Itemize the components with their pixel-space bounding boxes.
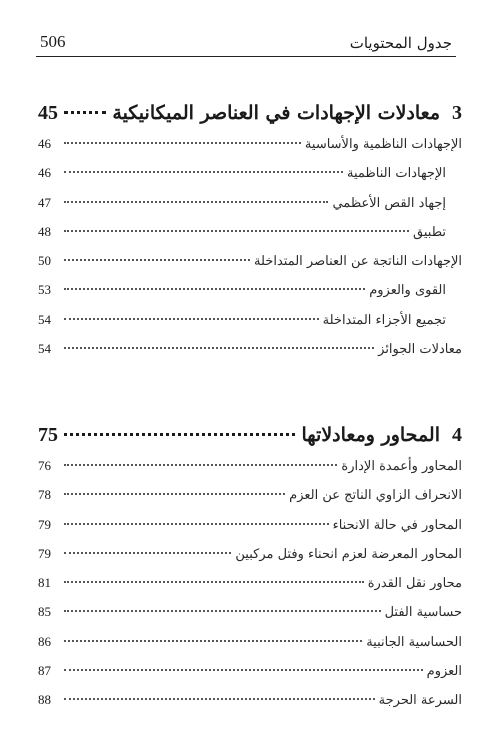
entry-page-number: 86 xyxy=(38,633,51,649)
entry-page-number: 46 xyxy=(38,136,51,151)
toc-entry[interactable] xyxy=(38,282,462,311)
entry-title: الإجهادات الناظمية والأساسية xyxy=(304,137,462,152)
toc-entry[interactable] xyxy=(38,224,462,253)
entry-page-number: 46 xyxy=(38,165,51,181)
entry-title: محاور نقل القدرة xyxy=(367,576,462,592)
entry-title: القوى والعزوم xyxy=(369,283,446,299)
toc-entry[interactable] xyxy=(38,341,462,370)
chapter-heading[interactable] xyxy=(38,102,462,136)
chapter-heading[interactable] xyxy=(38,424,462,458)
entry-title: تطبيق xyxy=(413,224,446,240)
toc-entry[interactable] xyxy=(38,253,462,282)
dot-leader xyxy=(64,523,329,525)
entry-page-number: 76 xyxy=(38,458,51,473)
chapter-number: 3 xyxy=(452,102,462,124)
toc-list xyxy=(38,458,462,722)
toc-entry[interactable] xyxy=(38,458,462,487)
entry-title: معادلات الجوائز xyxy=(378,342,462,358)
dot-leader xyxy=(64,698,375,700)
dot-leader xyxy=(64,259,250,261)
entry-page-number: 79 xyxy=(38,545,51,561)
chapter-page-number: 75 xyxy=(38,424,58,446)
chapter-page-number: 45 xyxy=(38,102,58,124)
chapter-3-section xyxy=(38,102,462,370)
toc-entry[interactable] xyxy=(38,312,462,341)
entry-page-number: 48 xyxy=(38,223,51,239)
toc-entry[interactable] xyxy=(38,663,462,692)
dot-leader xyxy=(64,610,381,612)
dot-leader xyxy=(64,171,343,173)
dot-leader xyxy=(64,142,301,144)
entry-page-number: 78 xyxy=(38,487,51,503)
entry-page-number: 81 xyxy=(38,575,51,591)
entry-title: الانحراف الزاوي الناتج عن العزم xyxy=(289,488,462,504)
dot-leader xyxy=(64,288,365,290)
entry-title: المحاور المعرضة لعزم انحناء وفتل مركبين xyxy=(235,546,462,562)
page-number: 506 xyxy=(40,32,66,51)
entry-page-number: 50 xyxy=(38,253,51,269)
running-head: جدول المحتويات xyxy=(349,34,452,52)
dot-leader xyxy=(64,581,364,583)
dot-leader xyxy=(64,669,423,671)
entry-page-number: 54 xyxy=(38,341,51,357)
entry-page-number: 87 xyxy=(38,663,51,679)
entry-title: إجهاد القص الأعظمي xyxy=(332,195,446,211)
toc-entry[interactable] xyxy=(38,487,462,516)
toc-list xyxy=(38,136,462,370)
dot-leader xyxy=(64,464,337,466)
entry-title: السرعة الحرجة xyxy=(378,693,462,709)
toc-entry[interactable] xyxy=(38,604,462,633)
toc-entry[interactable] xyxy=(38,634,462,663)
dot-leader xyxy=(64,201,328,203)
toc-entry[interactable] xyxy=(38,195,462,224)
entry-page-number: 47 xyxy=(38,194,51,210)
toc-entry[interactable] xyxy=(38,692,462,721)
dot-leader xyxy=(64,347,374,349)
toc-entry[interactable] xyxy=(38,165,462,194)
entry-title: حساسية الفتل xyxy=(384,605,462,621)
chapter-number: 4 xyxy=(452,424,462,446)
dot-leader xyxy=(64,433,295,436)
chapter-4-section xyxy=(38,424,462,722)
dot-leader xyxy=(64,230,409,232)
entry-title: المحاور وأعمدة الإدارة xyxy=(341,459,462,474)
entry-page-number: 53 xyxy=(38,282,51,298)
entry-page-number: 88 xyxy=(38,692,51,708)
entry-title: العزوم xyxy=(426,664,462,680)
entry-title: الإجهادات الناظمية xyxy=(347,166,446,182)
entry-title: تجميع الأجزاء المتداخلة xyxy=(322,312,446,328)
entry-page-number: 79 xyxy=(38,516,51,532)
entry-title: الإجهادات الناتجة عن العناصر المتداخلة xyxy=(254,254,462,270)
toc-entry[interactable] xyxy=(38,136,462,165)
toc-entry[interactable] xyxy=(38,546,462,575)
chapter-title: معادلات الإجهادات في العناصر الميكانيكية xyxy=(112,102,440,124)
entry-title: المحاور في حالة الانحناء xyxy=(332,517,462,533)
entry-title: الحساسية الجانبية xyxy=(366,634,462,650)
entry-page-number: 85 xyxy=(38,604,51,620)
dot-leader xyxy=(64,552,231,554)
dot-leader xyxy=(64,493,285,495)
page-header xyxy=(36,30,456,57)
toc-entry[interactable] xyxy=(38,575,462,604)
entry-page-number: 54 xyxy=(38,311,51,327)
dot-leader xyxy=(64,640,362,642)
chapter-title: المحاور ومعادلاتها xyxy=(301,424,440,446)
dot-leader xyxy=(64,111,106,114)
dot-leader xyxy=(64,318,319,320)
toc-entry[interactable] xyxy=(38,517,462,546)
